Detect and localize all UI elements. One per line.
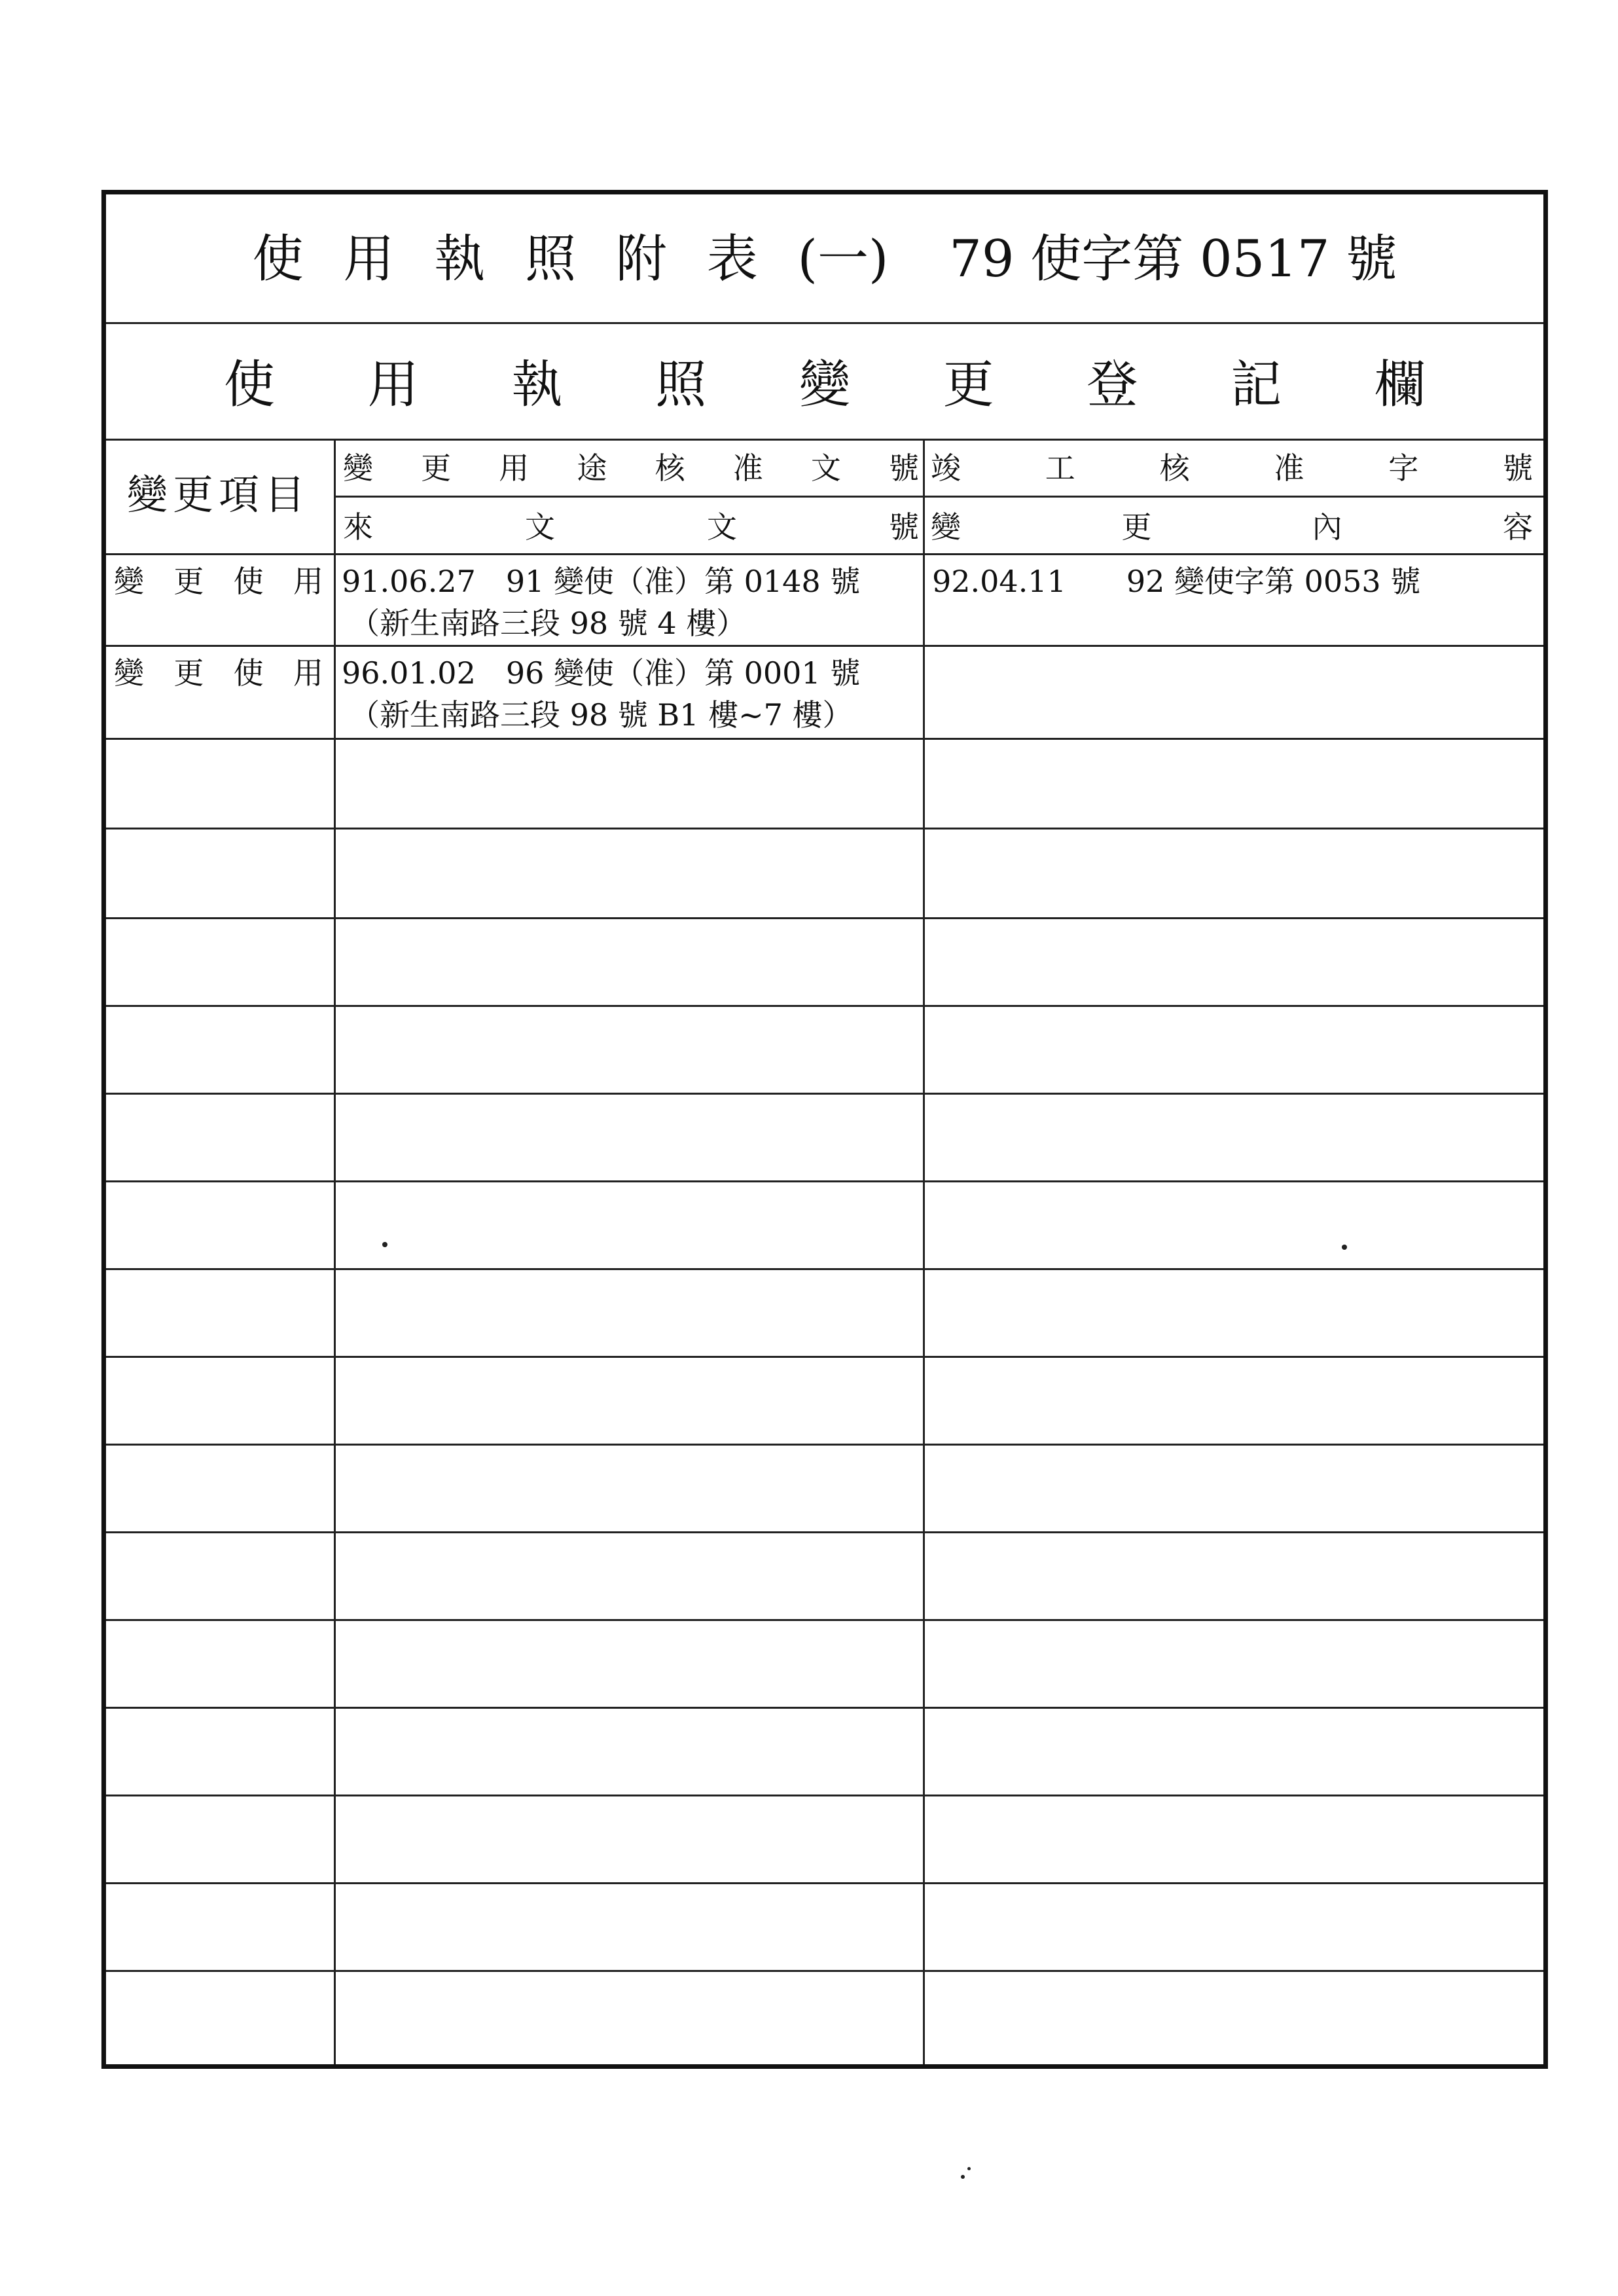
divider <box>106 322 1543 324</box>
divider <box>106 1707 1543 1709</box>
row-1-item <box>114 564 323 599</box>
header-char: 准 <box>732 450 763 486</box>
divider <box>106 1356 1543 1358</box>
scan-speck <box>967 2167 971 2170</box>
divider <box>106 828 1543 829</box>
header-char: 用 <box>499 450 530 486</box>
subtitle-char: 記 <box>1231 355 1282 414</box>
header-char: 准 <box>1274 450 1304 486</box>
divider <box>106 1005 1543 1007</box>
row-2-approval-doc: 96.01.02 96 變使（准）第 0001 號 <box>342 655 861 691</box>
divider <box>106 1882 1543 1884</box>
header-char: 文 <box>810 450 841 486</box>
item-char: 用 <box>293 655 323 691</box>
header-char: 更 <box>421 450 452 486</box>
row-1-address: （新生南路三段 98 號 4 樓） <box>350 606 747 641</box>
title-suffix: (一) <box>797 230 889 289</box>
title-char: 照 <box>525 230 577 289</box>
item-char: 變 <box>114 655 144 691</box>
header-char: 更 <box>1121 509 1152 545</box>
scan-speck <box>1342 1245 1347 1250</box>
header-change-content <box>931 509 1533 545</box>
header-char: 內 <box>1312 509 1342 545</box>
header-char: 容 <box>1502 509 1533 545</box>
scan-speck <box>961 2175 965 2179</box>
divider <box>106 1268 1543 1270</box>
divider <box>106 1795 1543 1796</box>
subtitle-char: 欄 <box>1374 355 1426 414</box>
header-approval-doc-no <box>343 450 919 486</box>
divider <box>106 738 1543 740</box>
header-char: 來 <box>343 509 373 545</box>
divider <box>106 1444 1543 1446</box>
item-char: 變 <box>114 564 144 599</box>
subtitle-char: 用 <box>367 355 419 414</box>
title-char: 用 <box>343 230 395 289</box>
register-table-frame <box>101 190 1548 2069</box>
scan-speck <box>382 1242 387 1247</box>
header-char: 竣 <box>931 450 961 486</box>
subtitle-char: 執 <box>511 355 563 414</box>
subtitle-char: 照 <box>655 355 707 414</box>
subtitle-char: 變 <box>799 355 850 414</box>
divider <box>106 1619 1543 1621</box>
divider <box>106 1970 1543 1972</box>
header-char: 途 <box>577 450 607 486</box>
divider <box>106 1531 1543 1533</box>
column-divider <box>923 439 925 2064</box>
form-title <box>106 230 1543 289</box>
form-subtitle <box>224 355 1426 414</box>
row-2-address: （新生南路三段 98 號 B1 樓~7 樓） <box>350 697 853 733</box>
title-char: 表 <box>706 230 758 289</box>
row-1-approval-doc: 91.06.27 91 變使（准）第 0148 號 <box>342 564 861 599</box>
header-char: 號 <box>889 509 919 545</box>
subtitle-char: 使 <box>224 355 276 414</box>
row-1-completion: 92.04.11 92 變使字第 0053 號 <box>932 564 1421 599</box>
header-char: 核 <box>655 450 685 486</box>
subtitle-char: 登 <box>1087 355 1138 414</box>
divider <box>334 496 1543 498</box>
title-char: 執 <box>434 230 486 289</box>
row-2-item <box>114 655 323 691</box>
item-char: 使 <box>233 655 264 691</box>
header-char: 號 <box>1502 450 1533 486</box>
title-char: 附 <box>615 230 667 289</box>
item-char: 使 <box>233 564 264 599</box>
divider <box>106 645 1543 647</box>
item-char: 更 <box>173 564 204 599</box>
divider <box>106 1093 1543 1095</box>
header-char: 變 <box>931 509 961 545</box>
title-char: 使 <box>252 230 304 289</box>
header-char: 文 <box>525 509 555 545</box>
divider <box>106 1180 1543 1182</box>
header-char: 變 <box>343 450 373 486</box>
header-char: 工 <box>1045 450 1075 486</box>
header-completion-no <box>931 450 1533 486</box>
header-char: 文 <box>707 509 737 545</box>
subtitle-char: 更 <box>943 355 994 414</box>
item-char: 用 <box>293 564 323 599</box>
item-char: 更 <box>173 655 204 691</box>
column-divider <box>334 439 336 2064</box>
header-char: 字 <box>1388 450 1419 486</box>
header-char: 核 <box>1159 450 1190 486</box>
divider <box>106 917 1543 919</box>
divider <box>106 553 1543 555</box>
divider <box>106 439 1543 441</box>
header-change-item: 變更項目 <box>126 471 310 519</box>
header-char: 號 <box>888 450 919 486</box>
header-incoming-doc-no <box>343 509 919 545</box>
license-number: 79 使字第 0517 號 <box>949 230 1397 289</box>
